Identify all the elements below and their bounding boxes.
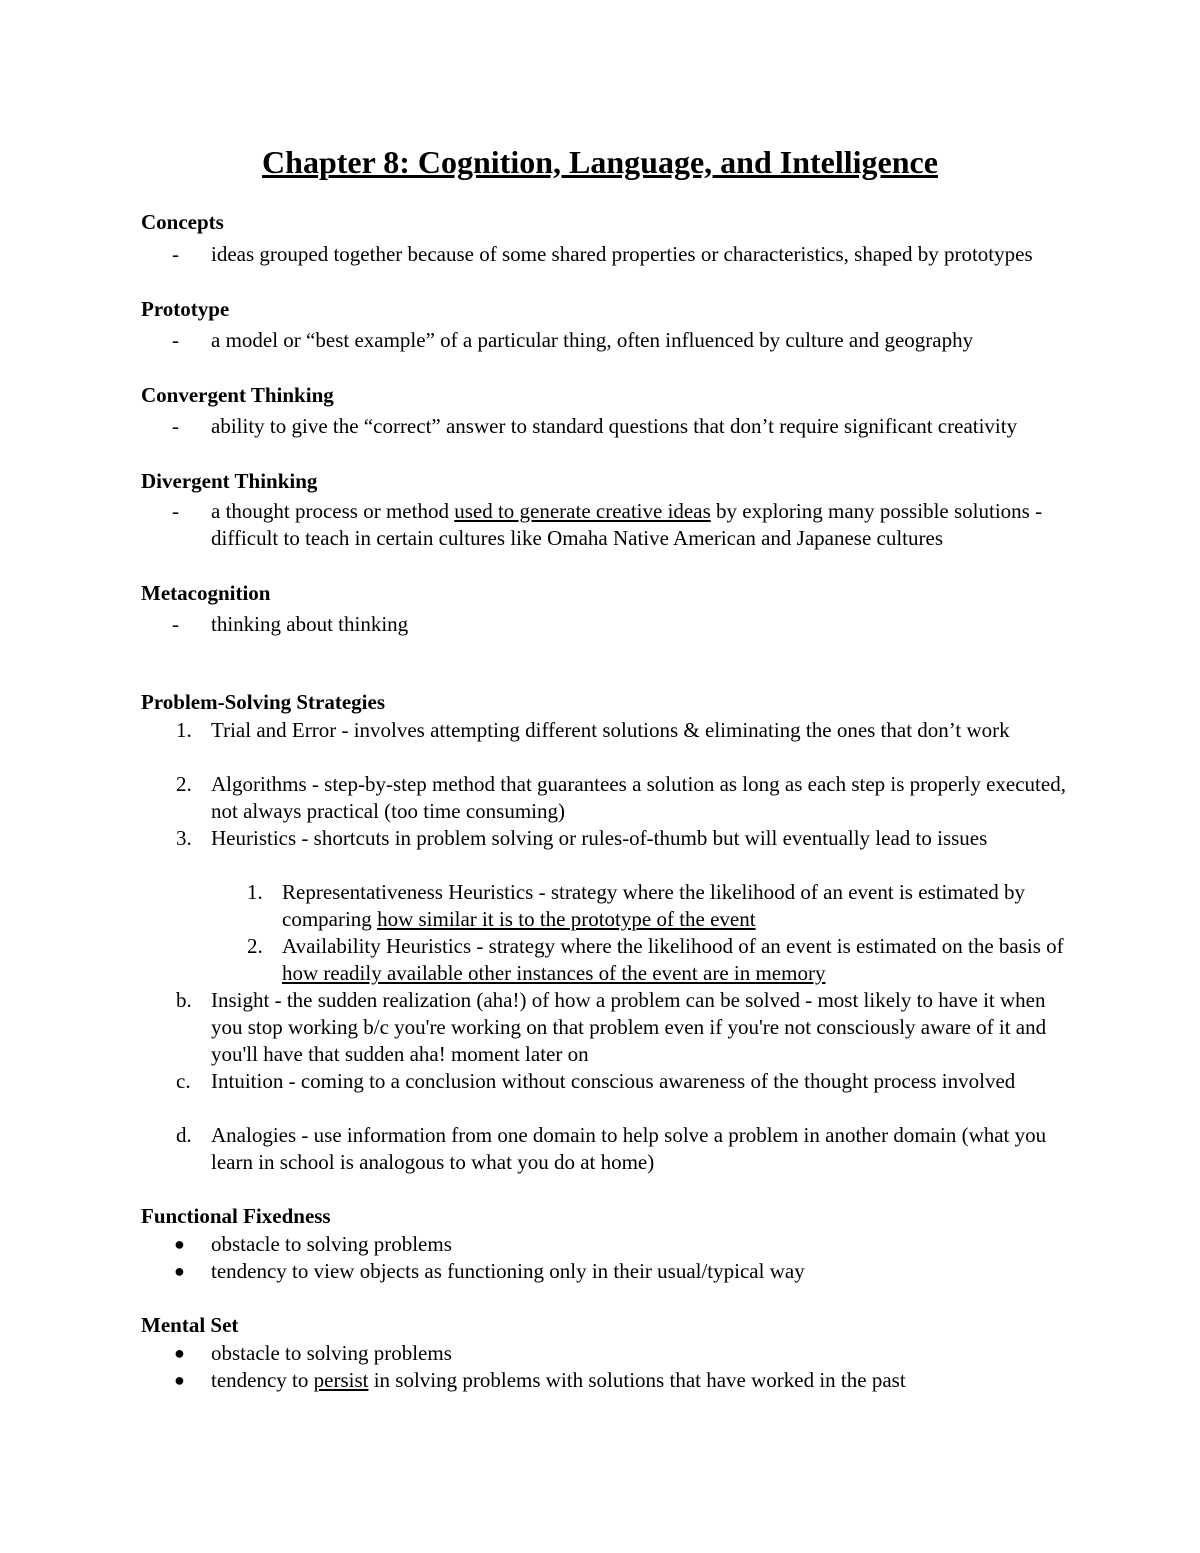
- mentalset-text-b: in solving problems with solutions that have worked in the past: [368, 1368, 906, 1392]
- page-title: Chapter 8: Cognition, Language, and Intelligence: [262, 144, 938, 180]
- prototype-definition: a model or “best example” of a particular thing, often influenced by culture and geography: [211, 328, 974, 352]
- list-marker: 1.: [176, 718, 192, 742]
- fixedness-item: obstacle to solving problems: [211, 1232, 452, 1256]
- avail-underlined: how readily available other instances of the event are in memory: [282, 961, 826, 985]
- list-marker: 3.: [176, 826, 192, 850]
- list-marker: d.: [176, 1123, 192, 1147]
- strategy-algorithms: Algorithms - step-by-step method that guarantees a solution as long as each step is properly executed, not always practical (too time consuming): [211, 772, 1066, 823]
- bullet-marker: ●: [174, 1261, 185, 1281]
- strategy-insight: Insight - the sudden realization (aha!) of how a problem can be solved - most likely to have it when you stop working b/c you're working on that problem even if you're not consciously aware of it and you'll have that sudden aha! moment later on: [211, 988, 1047, 1066]
- fixedness-item: tendency to view objects as functioning only in their usual/typical way: [211, 1259, 805, 1283]
- mentalset-item: [211, 1367, 1071, 1394]
- heading-metacognition: Metacognition: [141, 581, 271, 605]
- mentalset-item: obstacle to solving problems: [211, 1341, 452, 1365]
- heading-divergent-thinking: Divergent Thinking: [141, 469, 318, 493]
- availability-heuristics: [282, 933, 1072, 987]
- mentalset-text-a: tendency to: [211, 1368, 314, 1392]
- divergent-text-a: a thought process or method: [211, 499, 455, 523]
- rep-underlined: how similar it is to the prototype of the event: [377, 907, 756, 931]
- strategy-intuition: Intuition - coming to a conclusion without conscious awareness of the thought process involved: [211, 1069, 1016, 1093]
- bullet-marker: ●: [174, 1370, 185, 1390]
- divergent-definition: [211, 498, 1071, 552]
- list-marker: 2.: [176, 772, 192, 796]
- heading-concepts: Concepts: [141, 210, 224, 234]
- strategy-trial-and-error: Trial and Error - involves attempting different solutions & eliminating the ones that don’t work: [211, 718, 1010, 742]
- dash-marker: -: [172, 328, 179, 352]
- avail-text: Availability Heuristics - strategy where the likelihood of an event is estimated on the basis of: [282, 934, 1064, 958]
- bullet-marker: ●: [174, 1234, 185, 1254]
- strategy-analogies: Analogies - use information from one domain to help solve a problem in another domain (what you learn in school is analogous to what you do at home): [211, 1123, 1047, 1174]
- list-marker: 1.: [247, 880, 263, 904]
- list-marker: 2.: [247, 934, 263, 958]
- divergent-text-b: by exploring many possible solutions - difficult to teach in certain cultures like Omaha Native American and Japanese cultures: [211, 499, 1043, 550]
- convergent-definition: ability to give the “correct” answer to standard questions that don’t require significant creativity: [211, 414, 1018, 438]
- representativeness-heuristics: [282, 879, 1072, 933]
- heading-prototype: Prototype: [141, 297, 230, 321]
- heading-functional-fixedness: Functional Fixedness: [141, 1204, 331, 1228]
- heading-mental-set: Mental Set: [141, 1313, 239, 1337]
- rep-text: Representativeness Heuristics - strategy where the likelihood of an event is estimated by comparing: [282, 880, 1025, 931]
- bullet-marker: ●: [174, 1343, 185, 1363]
- dash-marker: -: [172, 499, 179, 523]
- divergent-underlined: used to generate creative ideas: [454, 499, 711, 523]
- list-marker: c.: [176, 1069, 191, 1093]
- heading-convergent-thinking: Convergent Thinking: [141, 383, 334, 407]
- metacognition-definition: thinking about thinking: [211, 612, 409, 636]
- list-marker: b.: [176, 988, 192, 1012]
- heading-problem-solving-strategies: Problem-Solving Strategies: [141, 690, 386, 714]
- dash-marker: -: [172, 612, 179, 636]
- strategy-heuristics: Heuristics - shortcuts in problem solving or rules-of-thumb but will eventually lead to issues: [211, 826, 988, 850]
- mentalset-underlined: persist: [313, 1368, 369, 1392]
- dash-marker: -: [172, 414, 179, 438]
- concepts-definition: ideas grouped together because of some shared properties or characteristics, shaped by prototypes: [211, 242, 1033, 266]
- dash-marker: -: [172, 242, 179, 266]
